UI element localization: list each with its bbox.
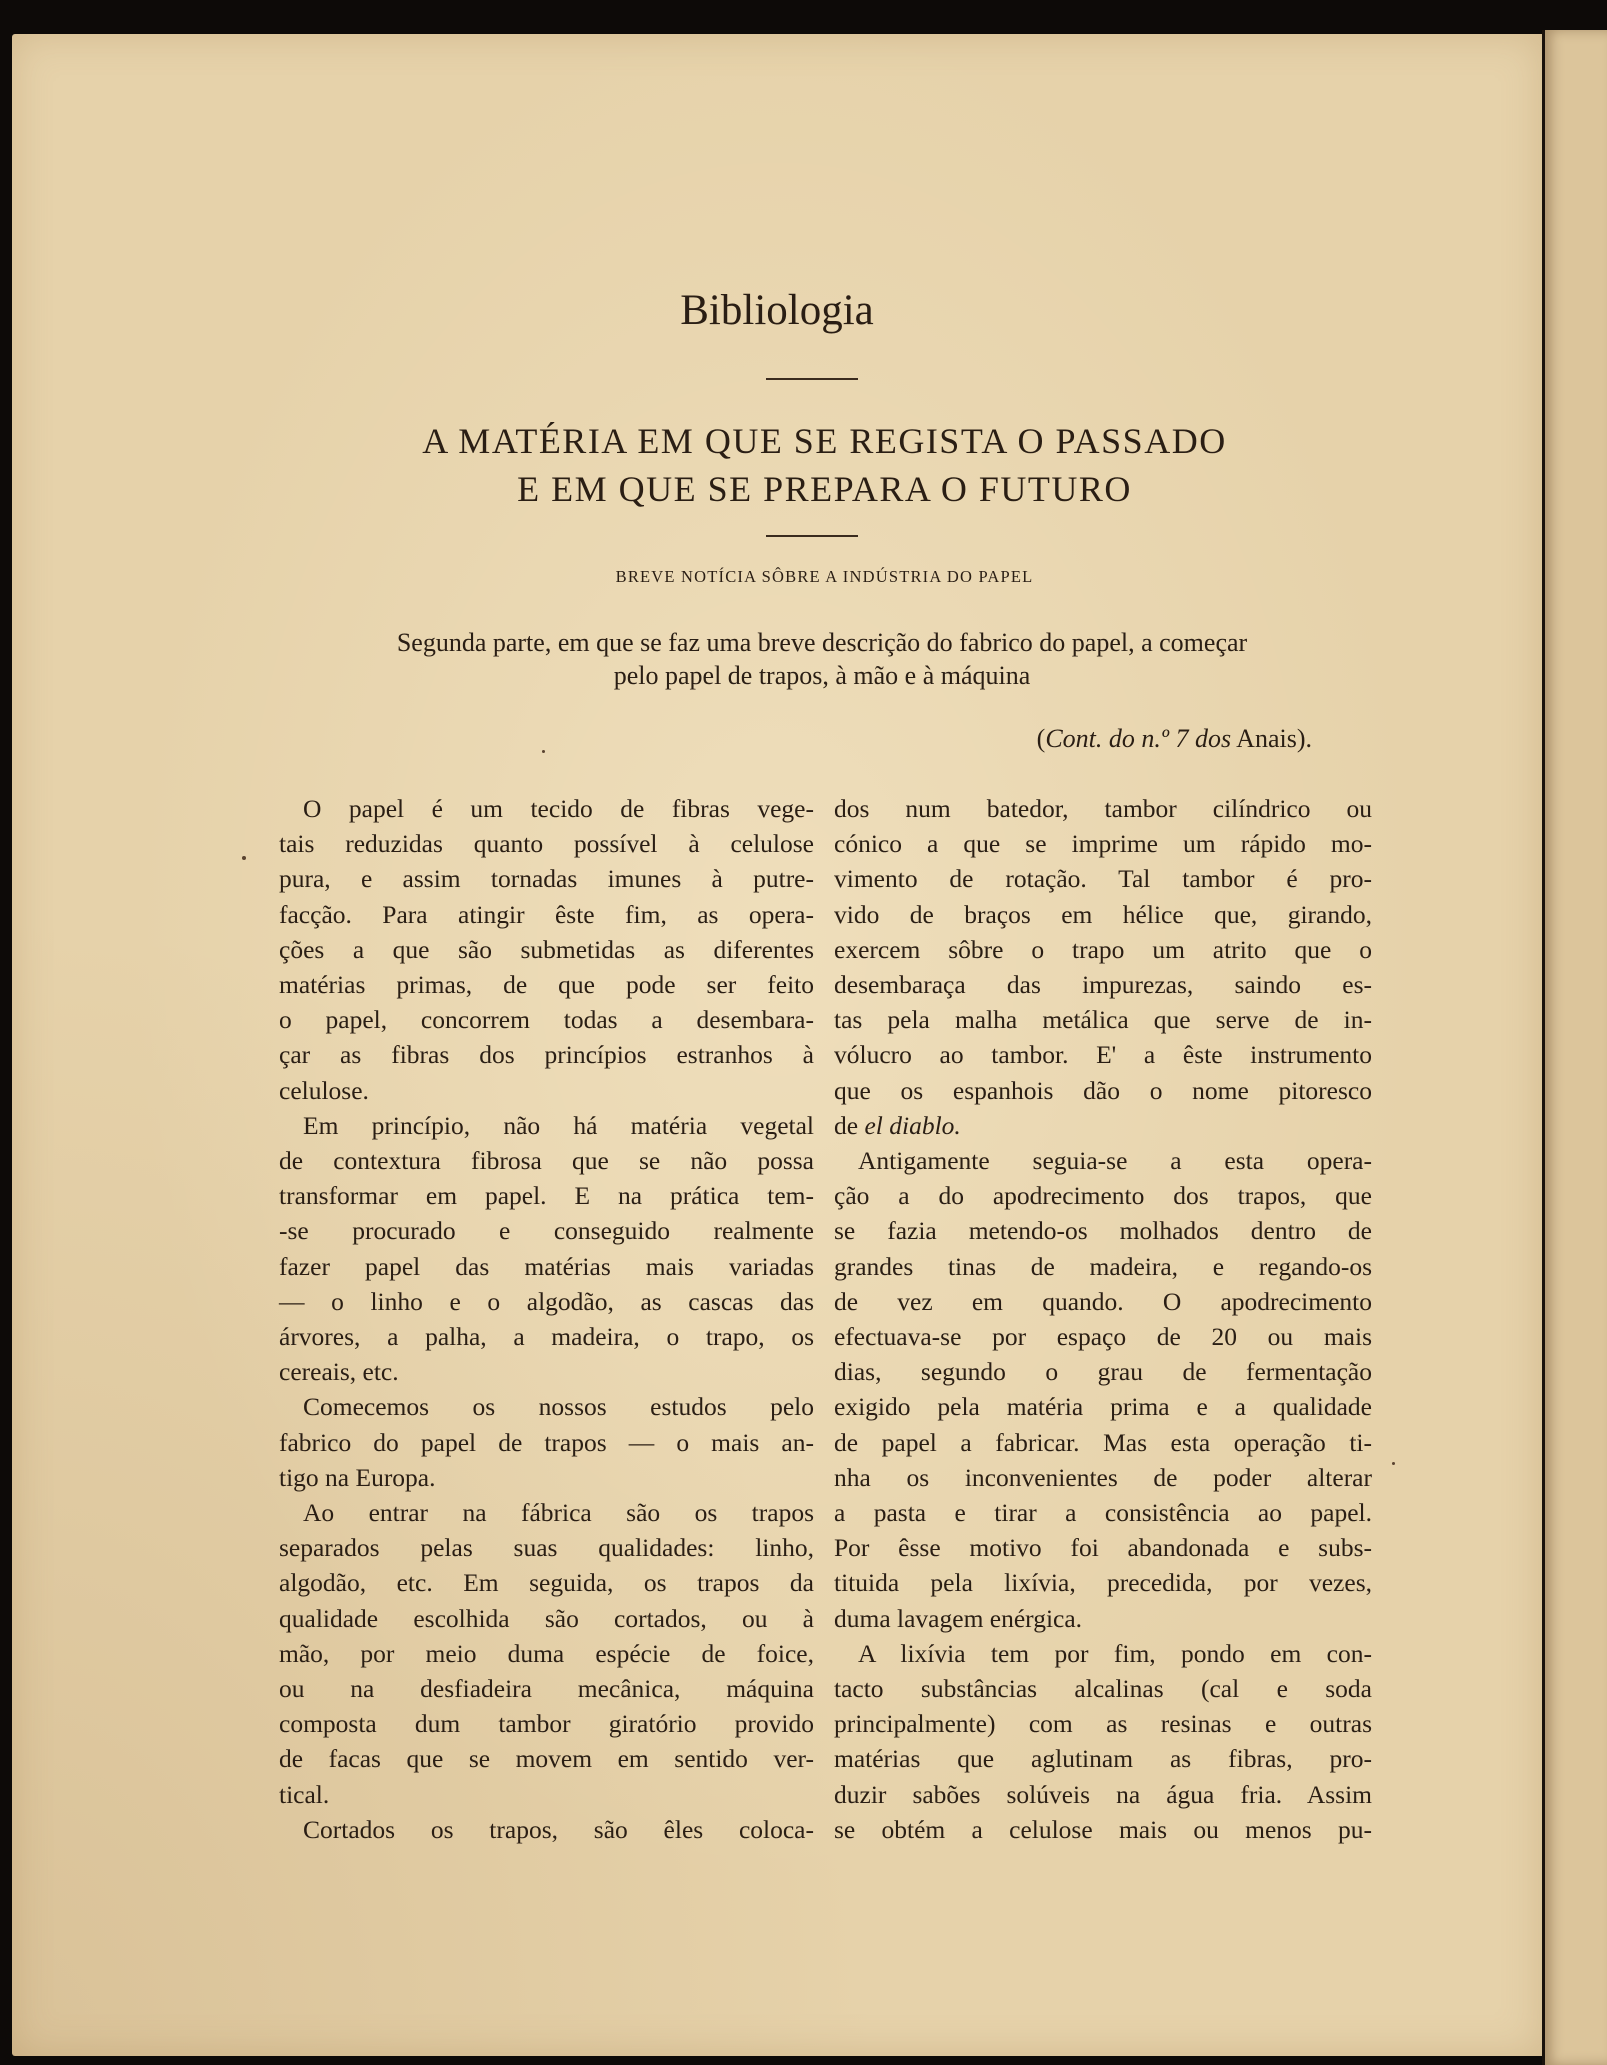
text-line: o papel, concorrem todas a desembara- [279, 1005, 814, 1035]
text-line: fazer papel das matérias mais variadas [279, 1251, 814, 1281]
text-line: Antigamente seguia-se a esta opera- [858, 1146, 1372, 1176]
text-line: tas pela malha metálica que serve de in- [834, 1005, 1372, 1035]
text-line: de papel a fabricar. Mas esta operação ti- [834, 1427, 1372, 1457]
text-line: duzir sabões solúveis na água fria. Assim [834, 1779, 1372, 1809]
text-line: ções a que são submetidas as diferentes [279, 934, 814, 964]
text-line: de contextura fibrosa que se não possa [279, 1146, 814, 1176]
paper-speck [1392, 1462, 1395, 1465]
left-column [279, 791, 814, 1847]
text-line: vido de braços em hélice que, girando, [834, 899, 1372, 929]
citation-end: Anais). [1236, 724, 1312, 753]
text-line: tacto substâncias alcalinas (cal e soda [834, 1674, 1372, 1704]
text-line: facção. Para atingir êste fim, as opera- [279, 899, 814, 929]
kicker: BREVE NOTÍCIA SÔBRE A INDÚSTRIA DO PAPEL [615, 567, 1034, 586]
article-title [12, 417, 1607, 513]
citation-number: 7 [1175, 724, 1189, 753]
right-column [834, 791, 1372, 1847]
text-line: algodão, etc. Em seguida, os trapos da [279, 1568, 814, 1598]
text-line: fabrico do papel de trapos — o mais an- [279, 1427, 814, 1457]
text-line: duma lavagem enérgica. [834, 1603, 1083, 1633]
paper-speck [242, 856, 246, 860]
text-line: -se procurado e conseguido realmente [279, 1216, 814, 1246]
text-line: — o linho e o algodão, as cascas das [279, 1286, 814, 1316]
text-line: ou na desfiadeira mecânica, máquina [279, 1674, 814, 1704]
text-line: Cortados os trapos, são êles coloca- [303, 1814, 814, 1844]
text-line: matérias que aglutinam as fibras, pro- [834, 1744, 1372, 1774]
text-line: pura, e assim tornadas imunes à putre- [279, 864, 814, 894]
text-line: desembaraça das impurezas, saindo es- [834, 970, 1372, 1000]
section-title: Bibliologia [680, 287, 874, 334]
italic-term: el diablo. [864, 1110, 961, 1140]
subtitle-line-2: pelo papel de trapos, à mão e à máquina [613, 661, 1031, 690]
text-line: cereais, etc. [279, 1357, 399, 1387]
text-line: mão, por meio duma espécie de foice, [279, 1638, 814, 1668]
text-line: transformar em papel. E na prática tem- [279, 1181, 814, 1211]
text-line: de vez em quando. O apodrecimento [834, 1286, 1372, 1316]
subtitle [272, 626, 1372, 692]
text-line: çar as fibras dos princípios estranhos à [279, 1040, 814, 1070]
citation-paren: ( [1036, 724, 1046, 753]
text-line: que os espanhois dão o nome pitoresco [834, 1075, 1372, 1105]
paper-speck [542, 750, 545, 753]
subtitle-line-1: Segunda parte, em que se faz uma breve descrição do fabrico do papel, a começar [396, 628, 1248, 657]
text-line: ção a do apodrecimento dos trapos, que [834, 1181, 1372, 1211]
adjacent-page-edge [1542, 30, 1607, 2065]
text-line: a pasta e tirar a consistência ao papel. [834, 1498, 1372, 1528]
text-line: exercem sôbre o trapo um atrito que o [834, 934, 1372, 964]
text-line: grandes tinas de madeira, e regando-os [834, 1251, 1372, 1281]
text-line: matérias primas, de que pode ser feito [279, 970, 814, 1000]
divider-rule [766, 378, 858, 380]
text-line: se obtém a celulose mais ou menos pu- [834, 1814, 1372, 1844]
text-line: vólucro ao tambor. E' a êste instrumento [834, 1040, 1372, 1070]
text-line: tituida pela lixívia, precedida, por vezes, [834, 1568, 1372, 1598]
text-line: cónico a que se imprime um rápido mo- [834, 829, 1372, 859]
text-line: Ao entrar na fábrica são os trapos [303, 1498, 814, 1528]
text-line: tais reduzidas quanto possível à celulose [279, 829, 814, 859]
text-line: exigido pela matéria prima e a qualidade [834, 1392, 1372, 1422]
text-line: efectuava-se por espaço de 20 ou mais [834, 1322, 1372, 1352]
text-line: se fazia metendo-os molhados dentro de [834, 1216, 1372, 1246]
text-line: celulose. [279, 1075, 369, 1105]
text-line: composta dum tambor giratório provido [279, 1709, 814, 1739]
article-title-line-1: A MATÉRIA EM QUE SE REGISTA O PASSADO [422, 421, 1227, 461]
text-line: separados pelas suas qualidades: linho, [279, 1533, 814, 1563]
text-line: dos num batedor, tambor cilíndrico ou [834, 794, 1372, 823]
text-line: dias, segundo o grau de fermentação [834, 1357, 1372, 1387]
citation [812, 724, 1312, 754]
text-fragment: de [834, 1110, 865, 1140]
article-title-line-2: E EM QUE SE PREPARA O FUTURO [517, 469, 1132, 509]
text-line: A lixívia tem por fim, pondo em con- [858, 1638, 1372, 1668]
text-line: Por êsse motivo foi abandonada e subs- [834, 1533, 1372, 1563]
text-line: tigo na Europa. [279, 1462, 436, 1492]
text-line: árvores, a palha, a madeira, o trapo, os [279, 1322, 814, 1352]
text-line: nha os inconvenientes de poder alterar [834, 1462, 1372, 1492]
page-scan [12, 34, 1542, 2056]
text-line: Em princípio, não há matéria vegetal [303, 1110, 814, 1140]
text-line: de facas que se movem em sentido ver- [279, 1744, 814, 1774]
text-line: principalmente) com as resinas e outras [834, 1709, 1372, 1739]
text-line [834, 1108, 1372, 1143]
text-line: qualidade escolhida são cortados, ou à [279, 1603, 814, 1633]
text-line: tical. [279, 1779, 330, 1809]
citation-dos: dos [1194, 724, 1232, 753]
citation-cont: Cont. do n.º [1045, 724, 1169, 753]
text-line: O papel é um tecido de fibras vege- [303, 794, 814, 823]
text-line: vimento de rotação. Tal tambor é pro- [834, 864, 1372, 894]
text-line: Comecemos os nossos estudos pelo [303, 1392, 814, 1422]
divider-rule [766, 535, 858, 537]
